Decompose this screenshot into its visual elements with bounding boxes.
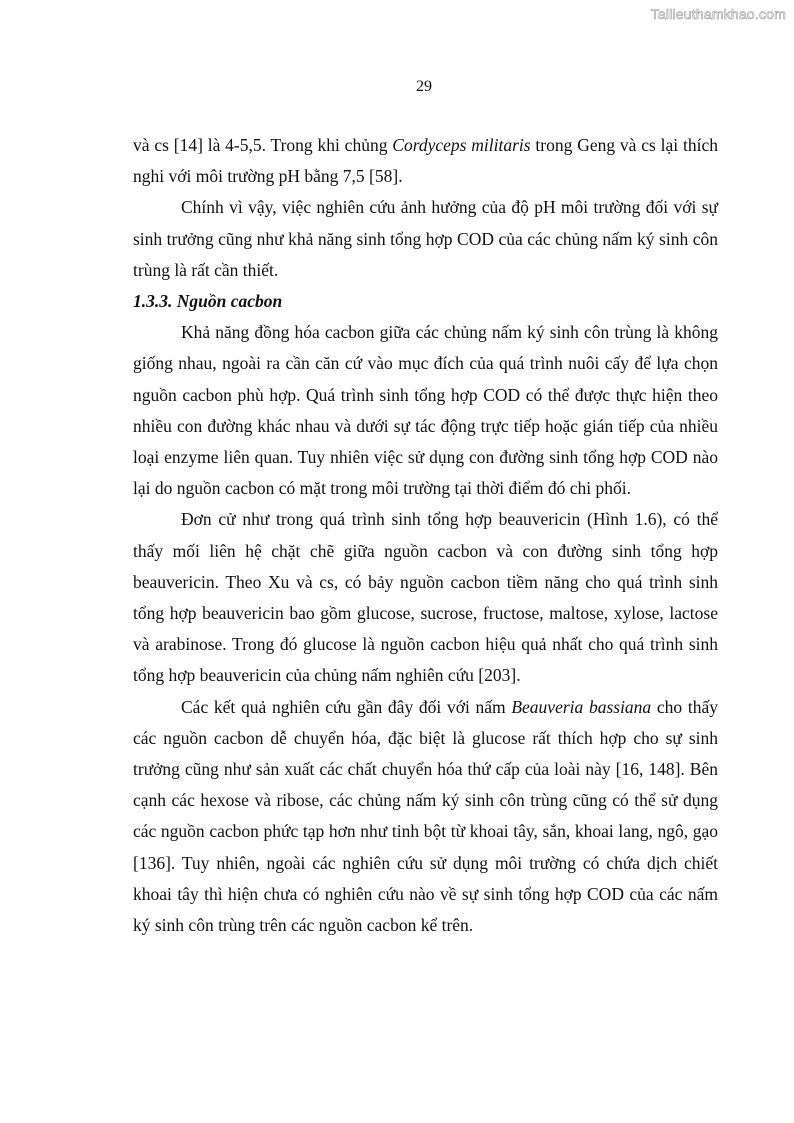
paragraph-text: trong Geng và cs lại thích nghi với môi trường pH bằng 7,5 [58]. <box>133 135 718 187</box>
paragraph-beauveria-bassiana <box>133 692 718 942</box>
paragraph-carbon-assimilation: Khả năng đồng hóa cacbon giữa các chủng nấm ký sinh côn trùng là không giống nhau, ngoài ra cần căn cứ vào mục đích của quá trình nuôi cấy để lựa chọn nguồn cacbon phù hợp. Quá trình sinh tổng hợp COD có thể được thực hiện theo nhiều con đường khác nhau và dưới sự tác động trực tiếp hoặc gián tiếp của nhiều loại enzyme liên quan. Tuy nhiên việc sử dụng con đường sinh tổng hợp COD nào lại do nguồn cacbon có mặt trong môi trường tại thời điểm đó chi phối. <box>133 322 718 499</box>
paragraph-text: cho thấy các nguồn cacbon dễ chuyển hóa, đặc biệt là glucose rất thích hợp cho sự sinh trưởng cũng như sản xuất các chất chuyển hóa thứ cấp của loài này [16, 148]. Bên cạnh các hexose và ribose, các chủng nấm ký sinh côn trùng cũng có thể sử dụng các nguồn cacbon phức tạp hơn như tinh bột từ khoai tây, sắn, khoai lang, ngô, gạo [136]. Tuy nhiên, ngoài các nghiên cứu sử dụng môi trường có chứa dịch chiết khoai tây thì hiện chưa có nghiên cứu nào về sự sinh tổng hợp COD của các nấm ký sinh côn trùng trên các nguồn cacbon kể trên. <box>133 696 718 936</box>
paragraph-text: Các kết quả nghiên cứu gần đây đối với nấm <box>181 696 512 717</box>
paragraph-ph-conclusion: Chính vì vậy, việc nghiên cứu ảnh hưởng của độ pH môi trường đối với sự sinh trưởng cũng như khả năng sinh tổng hợp COD của các chủng nấm ký sinh côn trùng là rất cần thiết. <box>133 197 718 280</box>
page-number: 29 <box>416 78 432 95</box>
species-name-beauveria-bassiana: Beauveria bassiana <box>511 696 652 717</box>
section-heading: 1.3.3. Nguồn cacbon <box>133 291 283 312</box>
species-name-cordyceps-militaris: Cordyceps militaris <box>392 135 531 155</box>
paragraph-ph-tolerance <box>133 130 718 192</box>
document-body <box>133 130 718 941</box>
paragraph-text: và cs [14] là 4-5,5. Trong khi chủng <box>133 135 393 155</box>
watermark-text: Tailieuthamkhao.com <box>650 6 786 22</box>
paragraph-beauvericin: Đơn cử như trong quá trình sinh tổng hợp beauvericin (Hình 1.6), có thể thấy mối liên hệ chặt chẽ giữa nguồn cacbon và con đường sinh tổng hợp beauvericin. Theo Xu và cs, có bảy nguồn cacbon tiềm năng cho quá trình sinh tổng hợp beauvericin bao gồm glucose, sucrose, fructose, maltose, xylose, lactose và arabinose. Trong đó glucose là nguồn cacbon hiệu quả nhất cho quá trình sinh tổng hợp beauvericin của chủng nấm nghiên cứu [203]. <box>133 509 718 686</box>
